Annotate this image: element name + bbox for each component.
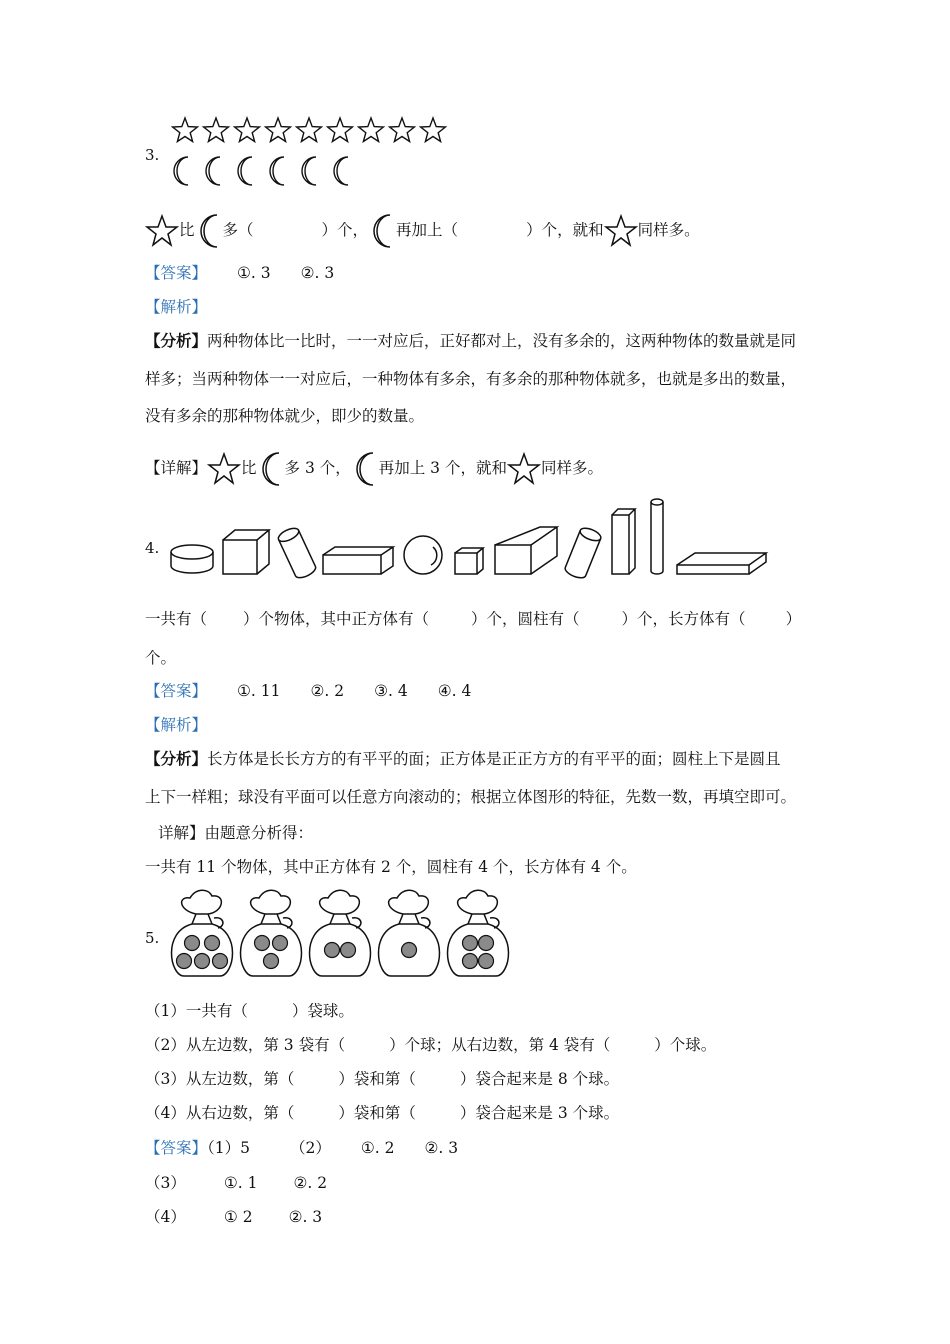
cube-icon: [223, 530, 269, 574]
ball: [185, 936, 200, 951]
answer-label: 【答案】: [145, 682, 208, 700]
q3-xiangjie: [145, 450, 603, 488]
q5-answer-row2: [145, 1172, 327, 1194]
cube-icon: [455, 548, 483, 574]
star-icon: [507, 452, 541, 486]
q5-sub3: [145, 1068, 619, 1090]
moon-icon: [238, 157, 252, 185]
sphere-icon: [404, 536, 442, 574]
star-icon: [421, 118, 446, 142]
q4-xiangjie: [158, 822, 313, 844]
fenxi-label: 【分析】: [145, 749, 208, 768]
answer-part: （1）5: [207, 1139, 250, 1157]
answer-label: 【答案】: [145, 1139, 208, 1157]
q4-answer: [145, 680, 471, 702]
xiangjie-label: 【详解】: [145, 459, 208, 477]
star-icon: [266, 118, 291, 142]
xiangjie-text: 由题意分析得：: [204, 824, 314, 842]
xiangjie-label: 详解】: [158, 824, 205, 842]
q3-stem: [145, 212, 700, 250]
q5-sub1-a: （1）一共有（: [145, 1002, 248, 1020]
q4-stem-c: ）个，圆柱有（: [471, 610, 580, 628]
solids-figure: [165, 495, 775, 585]
q4-jiexi-label: 【解析】: [145, 716, 208, 734]
ball: [463, 936, 478, 951]
q3-stem-zaijia: 再加上（: [396, 221, 459, 239]
q5-sub1: [145, 1000, 354, 1022]
ball: [479, 954, 494, 969]
ball: [479, 936, 494, 951]
star-icon: [145, 214, 179, 248]
answer-part: （3）: [145, 1174, 186, 1192]
moon-icon: [334, 157, 348, 185]
moon-icon: [270, 157, 284, 185]
moon-icon: [351, 450, 379, 488]
ball: [273, 936, 288, 951]
stars-row: [170, 116, 450, 146]
bags-figure: [170, 888, 520, 980]
answer-part: ②. 2: [293, 1174, 328, 1192]
cylinder-icon: [651, 499, 663, 574]
ball: [325, 943, 340, 958]
q3-answer: [145, 262, 334, 284]
q5-answer-row1: [145, 1137, 458, 1159]
q5-sub4-b: ）袋和第（: [338, 1104, 416, 1122]
bag-icon: [379, 890, 440, 976]
q3-fenxi-line2: 样多；当两种物体一一对应后，一种物体有多余，有多余的那种物体就多，也就是多出的数量，: [145, 370, 797, 388]
cuboid-icon: [677, 553, 766, 574]
ball: [195, 954, 210, 969]
moon-icon: [302, 157, 316, 185]
fenxi-text: 长方体是长长方方的有平平的面；正方体是正正方方的有平平的面；圆柱上下是圆且: [207, 750, 781, 768]
q4-fenxi-line1: [145, 748, 781, 770]
ball: [213, 954, 228, 969]
ball: [463, 954, 478, 969]
q3-fenxi-line1: [145, 330, 796, 352]
cylinder-icon: [563, 526, 602, 581]
ball: [177, 954, 192, 969]
xiangjie-bi: 比: [241, 459, 257, 477]
q3-stem-ge1: ）个，: [321, 221, 369, 239]
q5-sub4-c: ）袋合起来是 3 个球。: [459, 1104, 620, 1122]
answer-part: （4）: [145, 1208, 186, 1226]
question-number-3: 3.: [145, 146, 160, 164]
moon-icon: [368, 212, 396, 250]
star-icon: [207, 452, 241, 486]
q5-sub4-a: （4）从右边数，第（: [145, 1104, 295, 1122]
xiangjie-zaijia: 再加上 3 个，就和: [378, 459, 507, 477]
q4-stem-b: ）个物体，其中正方体有（: [243, 610, 430, 628]
cuboid-icon: [495, 527, 557, 574]
ball: [255, 936, 270, 951]
answer-part: ②. 3: [424, 1139, 459, 1157]
answer-2: ②. 2: [310, 682, 345, 700]
q5-sub3-b: ）袋和第（: [338, 1070, 416, 1088]
bag-icon: [310, 890, 371, 976]
moon-icon: [257, 450, 285, 488]
star-icon: [297, 118, 322, 142]
cuboid-icon: [323, 547, 393, 574]
q4-stem-line2: 个。: [145, 649, 177, 667]
answer-part: ①. 1: [223, 1174, 258, 1192]
q4-xiangjie-line2: 一共有 11 个物体，其中正方体有 2 个，圆柱有 4 个，长方体有 4 个。: [145, 858, 637, 876]
q3-jiexi-label: 【解析】: [145, 298, 208, 316]
answer-part: ②. 3: [288, 1208, 323, 1226]
q4-stem-line1: [145, 608, 801, 630]
q5-sub2-c: ）个球。: [654, 1036, 717, 1054]
bag-icon: [448, 890, 509, 976]
q5-sub2-b: ）个球；从右边数，第 4 袋有（: [389, 1036, 611, 1054]
q5-sub1-b: ）袋球。: [291, 1002, 354, 1020]
q3-stem-tongyang: 同样多。: [637, 221, 700, 239]
question-number-4: 4.: [145, 539, 160, 557]
moon-icon: [174, 157, 188, 185]
q5-sub4: [145, 1102, 619, 1124]
star-icon: [204, 118, 229, 142]
q4-stem-e: ）: [785, 610, 802, 628]
question-number-5: 5.: [145, 929, 160, 947]
q5-sub3-c: ）袋合起来是 8 个球。: [459, 1070, 620, 1088]
star-icon: [328, 118, 353, 142]
cuboid-icon: [612, 509, 635, 574]
answer-part: （2）: [290, 1139, 331, 1157]
ball: [264, 954, 279, 969]
star-icon: [390, 118, 415, 142]
fenxi-label: 【分析】: [145, 331, 208, 350]
answer-part: ① 2: [223, 1208, 253, 1226]
star-icon: [604, 214, 638, 248]
answer-label: 【答案】: [145, 264, 208, 282]
fenxi-text: 两种物体比一比时，一一对应后，正好都对上，没有多余的，这两种物体的数量就是同: [207, 332, 797, 350]
star-icon: [359, 118, 384, 142]
ball: [402, 943, 417, 958]
q4-stem-d: ）个，长方体有（: [621, 610, 746, 628]
xiangjie-duo: 多 3 个，: [284, 459, 351, 477]
xiangjie-tongyang: 同样多。: [540, 459, 603, 477]
q5-sub2-a: （2）从左边数，第 3 袋有（: [145, 1036, 346, 1054]
q3-stem-ge2: ）个，就和: [526, 221, 604, 239]
moon-icon: [206, 157, 220, 185]
q3-stem-duo: 多（: [222, 221, 254, 239]
q3-stem-bi: 比: [179, 221, 195, 239]
q3-fenxi-line3: 没有多余的那种物体就少，即少的数量。: [145, 407, 425, 425]
q5-sub2: [145, 1034, 716, 1056]
q4-stem-a: 一共有（: [145, 610, 208, 628]
answer-4: ④. 4: [437, 682, 472, 700]
star-icon: [173, 118, 198, 142]
q5-answer-row3: [145, 1206, 322, 1228]
q5-sub3-a: （3）从左边数，第（: [145, 1070, 295, 1088]
moons-row: [170, 154, 360, 188]
answer-1: ①. 3: [237, 264, 271, 282]
star-icon: [235, 118, 260, 142]
answer-1: ①. 11: [237, 682, 281, 700]
ball: [205, 936, 220, 951]
cylinder-icon: [276, 526, 317, 581]
q4-fenxi-line2: 上下一样粗；球没有平面可以任意方向滚动的；根据立体图形的特征，先数一数，再填空即可。: [145, 788, 797, 806]
cylinder-icon: [171, 545, 213, 573]
ball: [341, 943, 356, 958]
answer-2: ②. 3: [300, 264, 335, 282]
answer-3: ③. 4: [374, 682, 408, 700]
moon-icon: [195, 212, 223, 250]
answer-part: ①. 2: [360, 1139, 395, 1157]
